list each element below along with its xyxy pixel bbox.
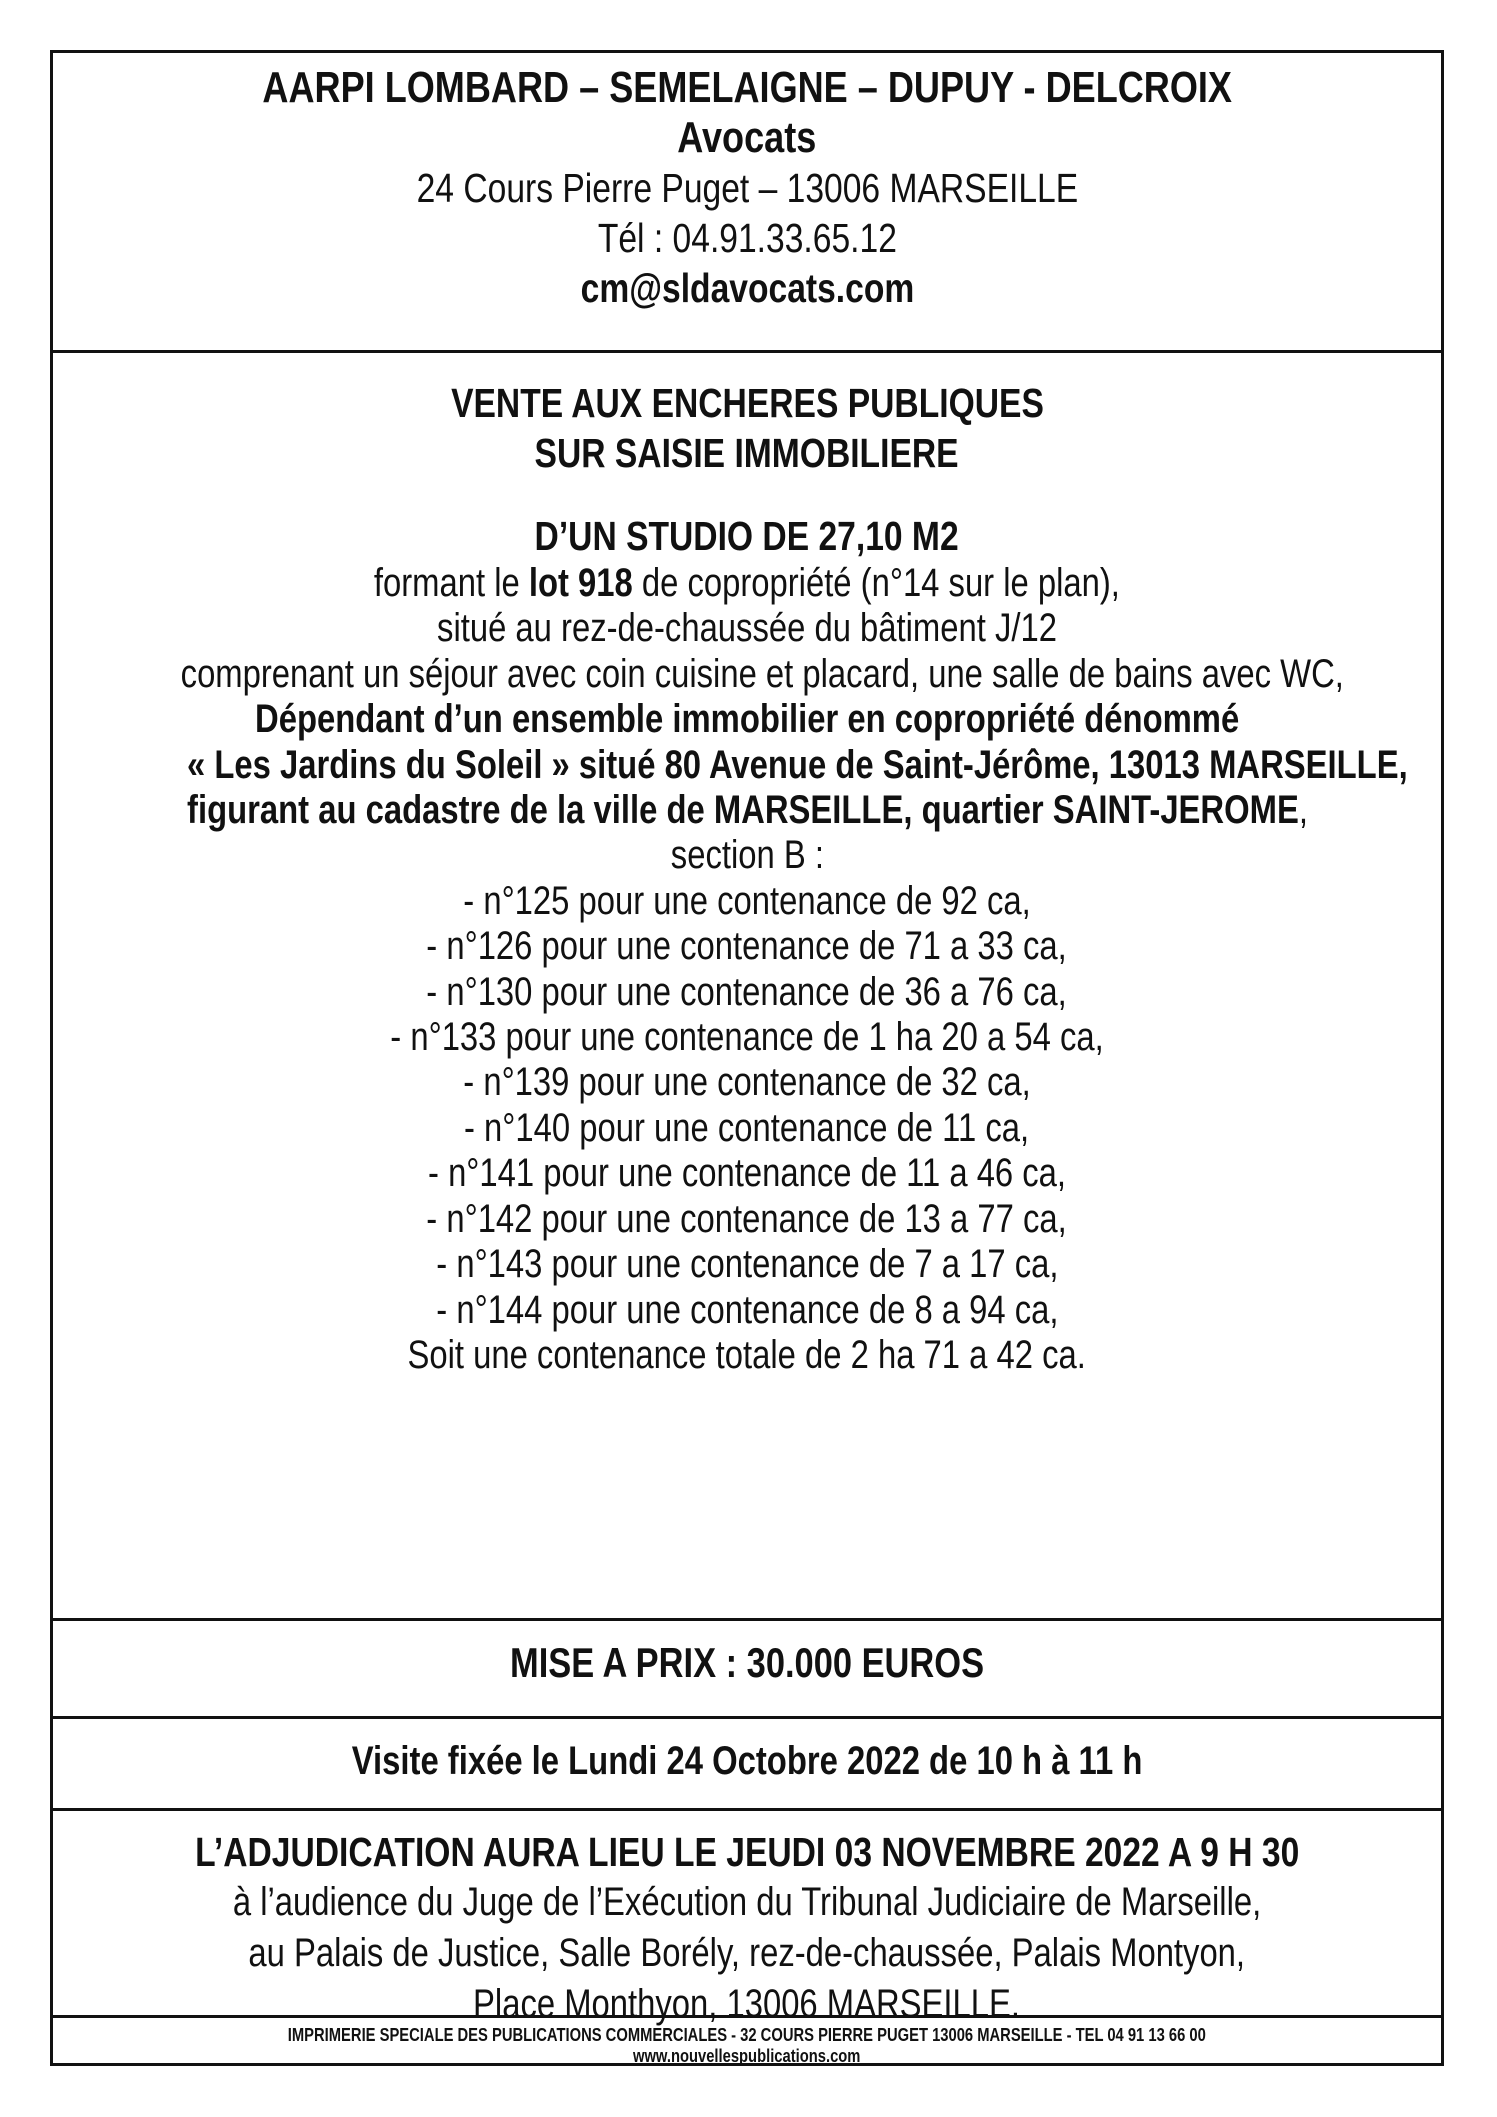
divider	[53, 2015, 1441, 2018]
ensemble-line1: Dépendant d’un ensemble immobilier en copropriété dénommé	[254, 697, 1240, 742]
divider	[53, 350, 1441, 353]
divider	[53, 1808, 1441, 1811]
location-line: situé au rez-de-chaussée du bâtiment J/12	[437, 606, 1057, 651]
parcel-item: - n°133 pour une contenance de 1 ha 20 a 54 ca,	[390, 1015, 1104, 1060]
divider	[53, 1716, 1441, 1719]
sale-title-line1: VENTE AUX ENCHERES PUBLIQUES	[450, 380, 1044, 426]
printer-website[interactable]: www.nouvellespublications.com	[633, 2046, 861, 2066]
parcel-item: - n°140 pour une contenance de 11 ca,	[464, 1105, 1030, 1150]
profession: Avocats	[677, 113, 817, 162]
lot-line: formant le lot 918 de copropriété (n°14 sur le plan),	[373, 561, 1121, 605]
firm-address: 24 Cours Pierre Puget – 13006 MARSEILLE	[416, 165, 1078, 211]
parcel-item: - n°144 pour une contenance de 8 a 94 ca,	[435, 1287, 1059, 1332]
total-area: Soit une contenance totale de 2 ha 71 a 42 ca.	[407, 1332, 1087, 1377]
law-firm-header	[53, 63, 1441, 313]
divider	[53, 1618, 1441, 1621]
notice-frame	[50, 50, 1444, 2066]
composition-line: comprenant un séjour avec coin cuisine et placard, une salle de bains avec WC,	[180, 651, 1344, 696]
parcel-item: - n°139 pour une contenance de 32 ca,	[463, 1060, 1031, 1105]
printer-info: IMPRIMERIE SPECIALE DES PUBLICATIONS COMMERCIALES - 32 COURS PIERRE PUGET 13006 MARSEILLE - TEL 04 91 13 66 00	[287, 2025, 1207, 2045]
firm-name: AARPI LOMBARD – SEMELAIGNE – DUPUY - DELCROIX	[262, 63, 1232, 112]
firm-phone: Tél : 04.91.33.65.12	[597, 215, 897, 261]
lot-number: lot 918	[528, 561, 633, 605]
cadastre-line: figurant au cadastre de la ville de MARSEILLE, quartier SAINT-JEROME,	[186, 788, 1308, 833]
parcel-item: - n°125 pour une contenance de 92 ca,	[463, 878, 1031, 923]
adjudication-line1: à l’audience du Juge de l’Exécution du Tribunal Judiciaire de Marseille,	[232, 1880, 1262, 1924]
parcel-item: - n°141 pour une contenance de 11 a 46 ca,	[427, 1151, 1067, 1196]
firm-email: cm@sldavocats.com	[580, 265, 914, 311]
parcel-item: - n°142 pour une contenance de 13 a 77 ca,	[426, 1196, 1068, 1241]
printer-footer	[53, 2025, 1441, 2067]
parcel-item: - n°126 pour une contenance de 71 a 33 ca,	[426, 924, 1068, 969]
sale-title-line2: SUR SAISIE IMMOBILIERE	[534, 430, 960, 476]
property-title: D’UN STUDIO DE 27,10 M2	[534, 513, 960, 559]
parcel-item: - n°130 pour une contenance de 36 a 76 ca,	[426, 969, 1068, 1014]
adjudication-title: L’ADJUDICATION AURA LIEU LE JEUDI 03 NOVEMBRE 2022 A 9 H 30	[194, 1829, 1300, 1875]
adjudication-line3: Place Monthyon, 13006 MARSEILLE.	[473, 1982, 1021, 2026]
adjudication-line2: au Palais de Justice, Salle Borély, rez-de-chaussée, Palais Montyon,	[248, 1931, 1246, 1975]
sale-description	[53, 378, 1441, 1378]
ensemble-line2: « Les Jardins du Soleil » situé 80 Avenue de Saint-Jérôme, 13013 MARSEILLE,	[186, 742, 1408, 787]
starting-price: MISE A PRIX : 30.000 EUROS	[509, 1639, 985, 1686]
parcel-item: - n°143 pour une contenance de 7 a 17 ca,	[435, 1242, 1059, 1287]
section-line: section B :	[670, 833, 824, 878]
visit-date: Visite fixée le Lundi 24 Octobre 2022 de 10 h à 11 h	[351, 1739, 1143, 1783]
adjudication-section	[53, 1827, 1441, 2030]
